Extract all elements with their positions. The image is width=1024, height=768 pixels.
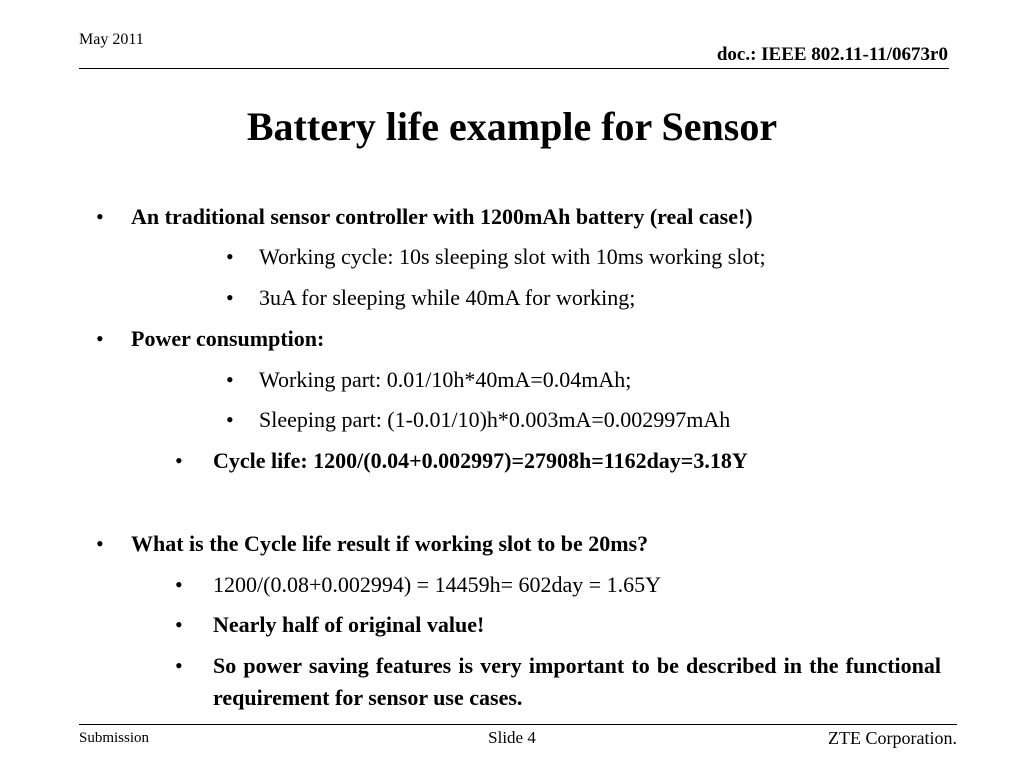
sub-bullet-item [226, 405, 730, 435]
bullet-marker: • [226, 407, 234, 432]
bullet-text: 1200/(0.08+0.002994) = 14459h= 602day = 1.65Y [213, 572, 662, 597]
bullet-text: Working part: 0.01/10h*40mA=0.04mAh; [259, 367, 632, 392]
bullet-text: An traditional sensor controller with 1200mAh battery (real case!) [131, 204, 753, 229]
bullet-marker: • [96, 326, 104, 351]
result-bullet-item [175, 446, 748, 476]
bullet-marker: • [96, 204, 104, 229]
sub-bullet-item [175, 610, 484, 640]
bullet-text: Cycle life: 1200/(0.04+0.002997)=27908h=1162day=3.18Y [213, 448, 748, 473]
footer-divider [79, 724, 957, 725]
bullet-text: Working cycle: 10s sleeping slot with 10ms working slot; [259, 244, 766, 269]
bullet-marker: • [226, 367, 234, 392]
bullet-text: Sleeping part: (1-0.01/10)h*0.003mA=0.002997mAh [259, 407, 731, 432]
slide-title: Battery life example for Sensor [246, 104, 778, 149]
bullet-marker: • [175, 653, 183, 678]
bullet-marker: • [226, 244, 234, 269]
sub-bullet-item [226, 242, 766, 272]
footer-organization: ZTE Corporation. [828, 728, 957, 748]
footer-submission: Submission [79, 730, 150, 746]
bullet-marker: • [96, 531, 104, 556]
bullet-text: 3uA for sleeping while 40mA for working; [259, 285, 636, 310]
header-divider [79, 68, 949, 69]
bullet-text: Nearly half of original value! [213, 612, 485, 637]
bullet-text: Power consumption: [131, 326, 325, 351]
sub-bullet-item [226, 283, 635, 313]
bullet-marker: • [175, 448, 183, 473]
sub-bullet-item [175, 570, 661, 600]
document-id: doc.: IEEE 802.11-11/0673r0 [716, 44, 948, 65]
bullet-text: What is the Cycle life result if working slot to be 20ms? [131, 531, 649, 556]
bullet-marker: • [175, 612, 183, 637]
sub-bullet-item [226, 365, 631, 395]
bullet-item [96, 202, 753, 232]
slide-number: Slide 4 [488, 728, 536, 747]
bullet-item [96, 324, 324, 354]
bullet-marker: • [175, 572, 183, 597]
bullet-item [96, 529, 648, 559]
header-date: May 2011 [79, 31, 144, 48]
bullet-text: So power saving features is very important to be described in the functional requirement for sensor use cases. [213, 653, 941, 710]
sub-bullet-item [175, 650, 941, 714]
bullet-marker: • [226, 285, 234, 310]
